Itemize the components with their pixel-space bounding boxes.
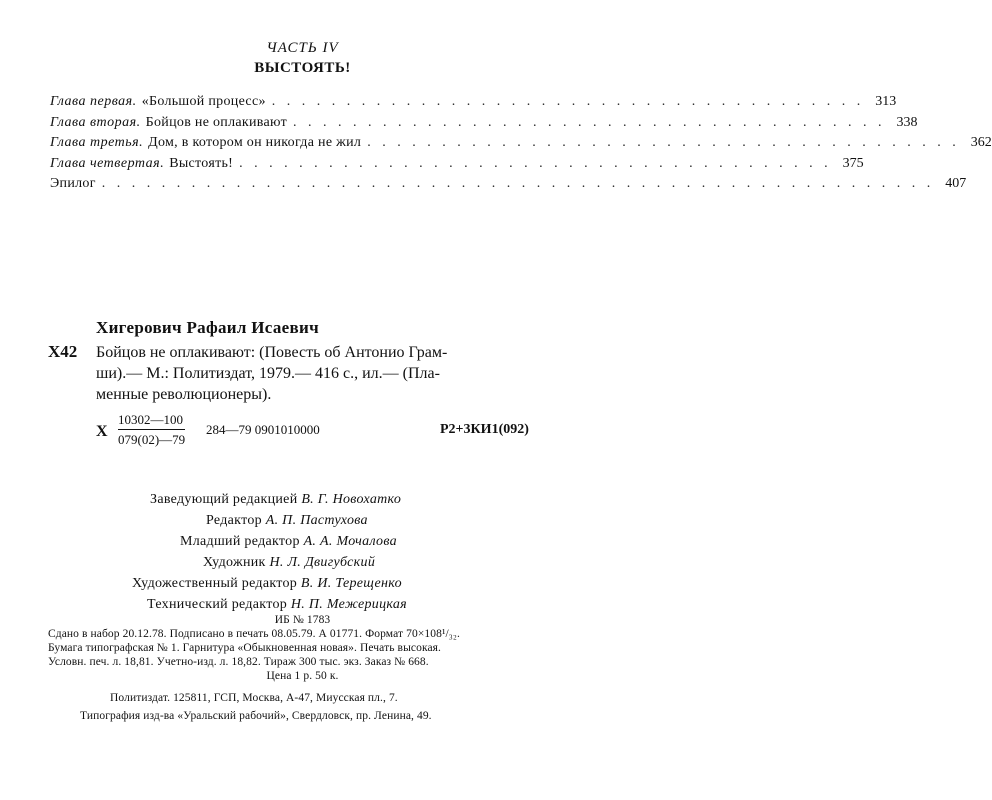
toc-page-number: 407 (945, 176, 967, 191)
catalog-fraction-denominator: 079(02)—79 (118, 432, 186, 447)
toc-page-number: 375 (842, 155, 864, 171)
toc-chapter-title: Выстоять! (169, 155, 234, 171)
credit-artist (203, 555, 375, 571)
catalog-x-letter: Х (96, 423, 108, 440)
credit-junior-editor (180, 534, 397, 550)
catalog-code: 284—79 0901010000 (206, 422, 320, 437)
toc-chapter-title: Бойцов не оплакивают (145, 114, 288, 130)
toc-page-number: 338 (896, 114, 918, 130)
toc-row (50, 176, 967, 197)
imprint-line: Условн. печ. л. 18,81. Учетно-изд. л. 18,82. Тираж 300 тыс. экз. Заказ № 668. (48, 656, 429, 668)
toc-epilogue-title: Эпилог (50, 176, 96, 191)
toc-page-number: 313 (875, 94, 897, 109)
credit-technical-editor (147, 597, 407, 613)
credit-art-editor (132, 576, 402, 592)
toc-chapter-title: Дом, в котором он никогда не жил (148, 135, 362, 150)
credit-name: Н. П. Межерицкая (290, 597, 407, 612)
imprint-printer: Типография изд-ва «Уральский рабочий», Свердловск, пр. Ленина, 49. (80, 710, 432, 722)
toc-chapter-number: Глава третья. (50, 135, 144, 150)
catalog-author: Хигерович Рафаил Исаевич (96, 318, 319, 337)
imprint-publisher: Политиздат. 125811, ГСП, Москва, А-47, Миусская пл., 7. (110, 692, 398, 704)
toc-chapter-number: Глава четвертая. (50, 155, 165, 171)
credit-role: Технический редактор (147, 597, 288, 612)
credit-editor (206, 513, 368, 529)
toc-chapter-number: Глава первая. (50, 94, 137, 109)
toc-row (50, 114, 918, 136)
imprint-ib-number: ИБ № 1783 (274, 614, 331, 626)
credit-name: Н. Л. Двигубский (269, 555, 376, 570)
credit-role: Редактор (206, 513, 262, 528)
credit-editor-in-chief (150, 492, 401, 508)
toc-leader-dots: . . . . . . . . . . . . . . . . . . . . . . . . . . . . . . . . . . . . . . . . . . . . . . . . . . . . . . . . (101, 176, 935, 191)
catalog-description-line: ши).— М.: Политиздат, 1979.— 416 с., ил.— (Пла- (96, 365, 440, 382)
catalog-index: Х42 (48, 342, 78, 361)
toc-leader-dots: . . . . . . . . . . . . . . . . . . . . . . . . . . . . . . . . . . . . . . . . (367, 135, 960, 150)
credit-name: А. П. Пастухова (265, 513, 368, 528)
toc-page-number: 362 (970, 135, 992, 150)
catalog-description-line: Бойцов не оплакивают: (Повесть об Антонио Грам- (96, 344, 448, 361)
catalog-description (96, 342, 556, 405)
credit-role: Художественный редактор (132, 576, 298, 591)
catalog-description-line: менные революционеры). (96, 386, 272, 403)
credit-role: Заведующий редакцией (150, 492, 298, 507)
credit-name: В. И. Терещенко (300, 576, 402, 591)
toc-leader-dots: . . . . . . . . . . . . . . . . . . . . . . . . . . . . . . . . . . . . . . . . (239, 155, 832, 171)
credit-name: А. А. Мочалова (303, 534, 397, 549)
toc-row (50, 135, 992, 156)
toc-row (50, 155, 864, 177)
catalog-fraction-numerator: 10302—100 (118, 412, 185, 430)
part-title: ВЫСТОЯТЬ! (254, 60, 351, 76)
imprint-line: Сдано в набор 20.12.78. Подписано в печать 08.05.79. А 01771. Формат 70×108¹/₃₂. (48, 628, 460, 640)
imprint-price: Цена 1 р. 50 к. (266, 670, 339, 682)
part-label: ЧАСТЬ IV (266, 40, 339, 56)
toc-chapter-number: Глава вторая. (50, 114, 141, 130)
imprint-line: Бумага типографская № 1. Гарнитура «Обыкновенная новая». Печать высокая. (48, 642, 442, 654)
toc-leader-dots: . . . . . . . . . . . . . . . . . . . . . . . . . . . . . . . . . . . . . . . . (271, 94, 865, 109)
table-of-contents (50, 94, 992, 197)
credit-name: В. Г. Новохатко (301, 492, 402, 507)
credit-role: Младший редактор (180, 534, 300, 549)
toc-leader-dots: . . . . . . . . . . . . . . . . . . . . . . . . . . . . . . . . . . . . . . . . (293, 114, 886, 130)
toc-chapter-title: «Большой процесс» (141, 94, 266, 109)
catalog-udc: Р2+3КИ1(092) (440, 422, 529, 437)
toc-row (50, 94, 897, 115)
credit-role: Художник (203, 555, 266, 570)
